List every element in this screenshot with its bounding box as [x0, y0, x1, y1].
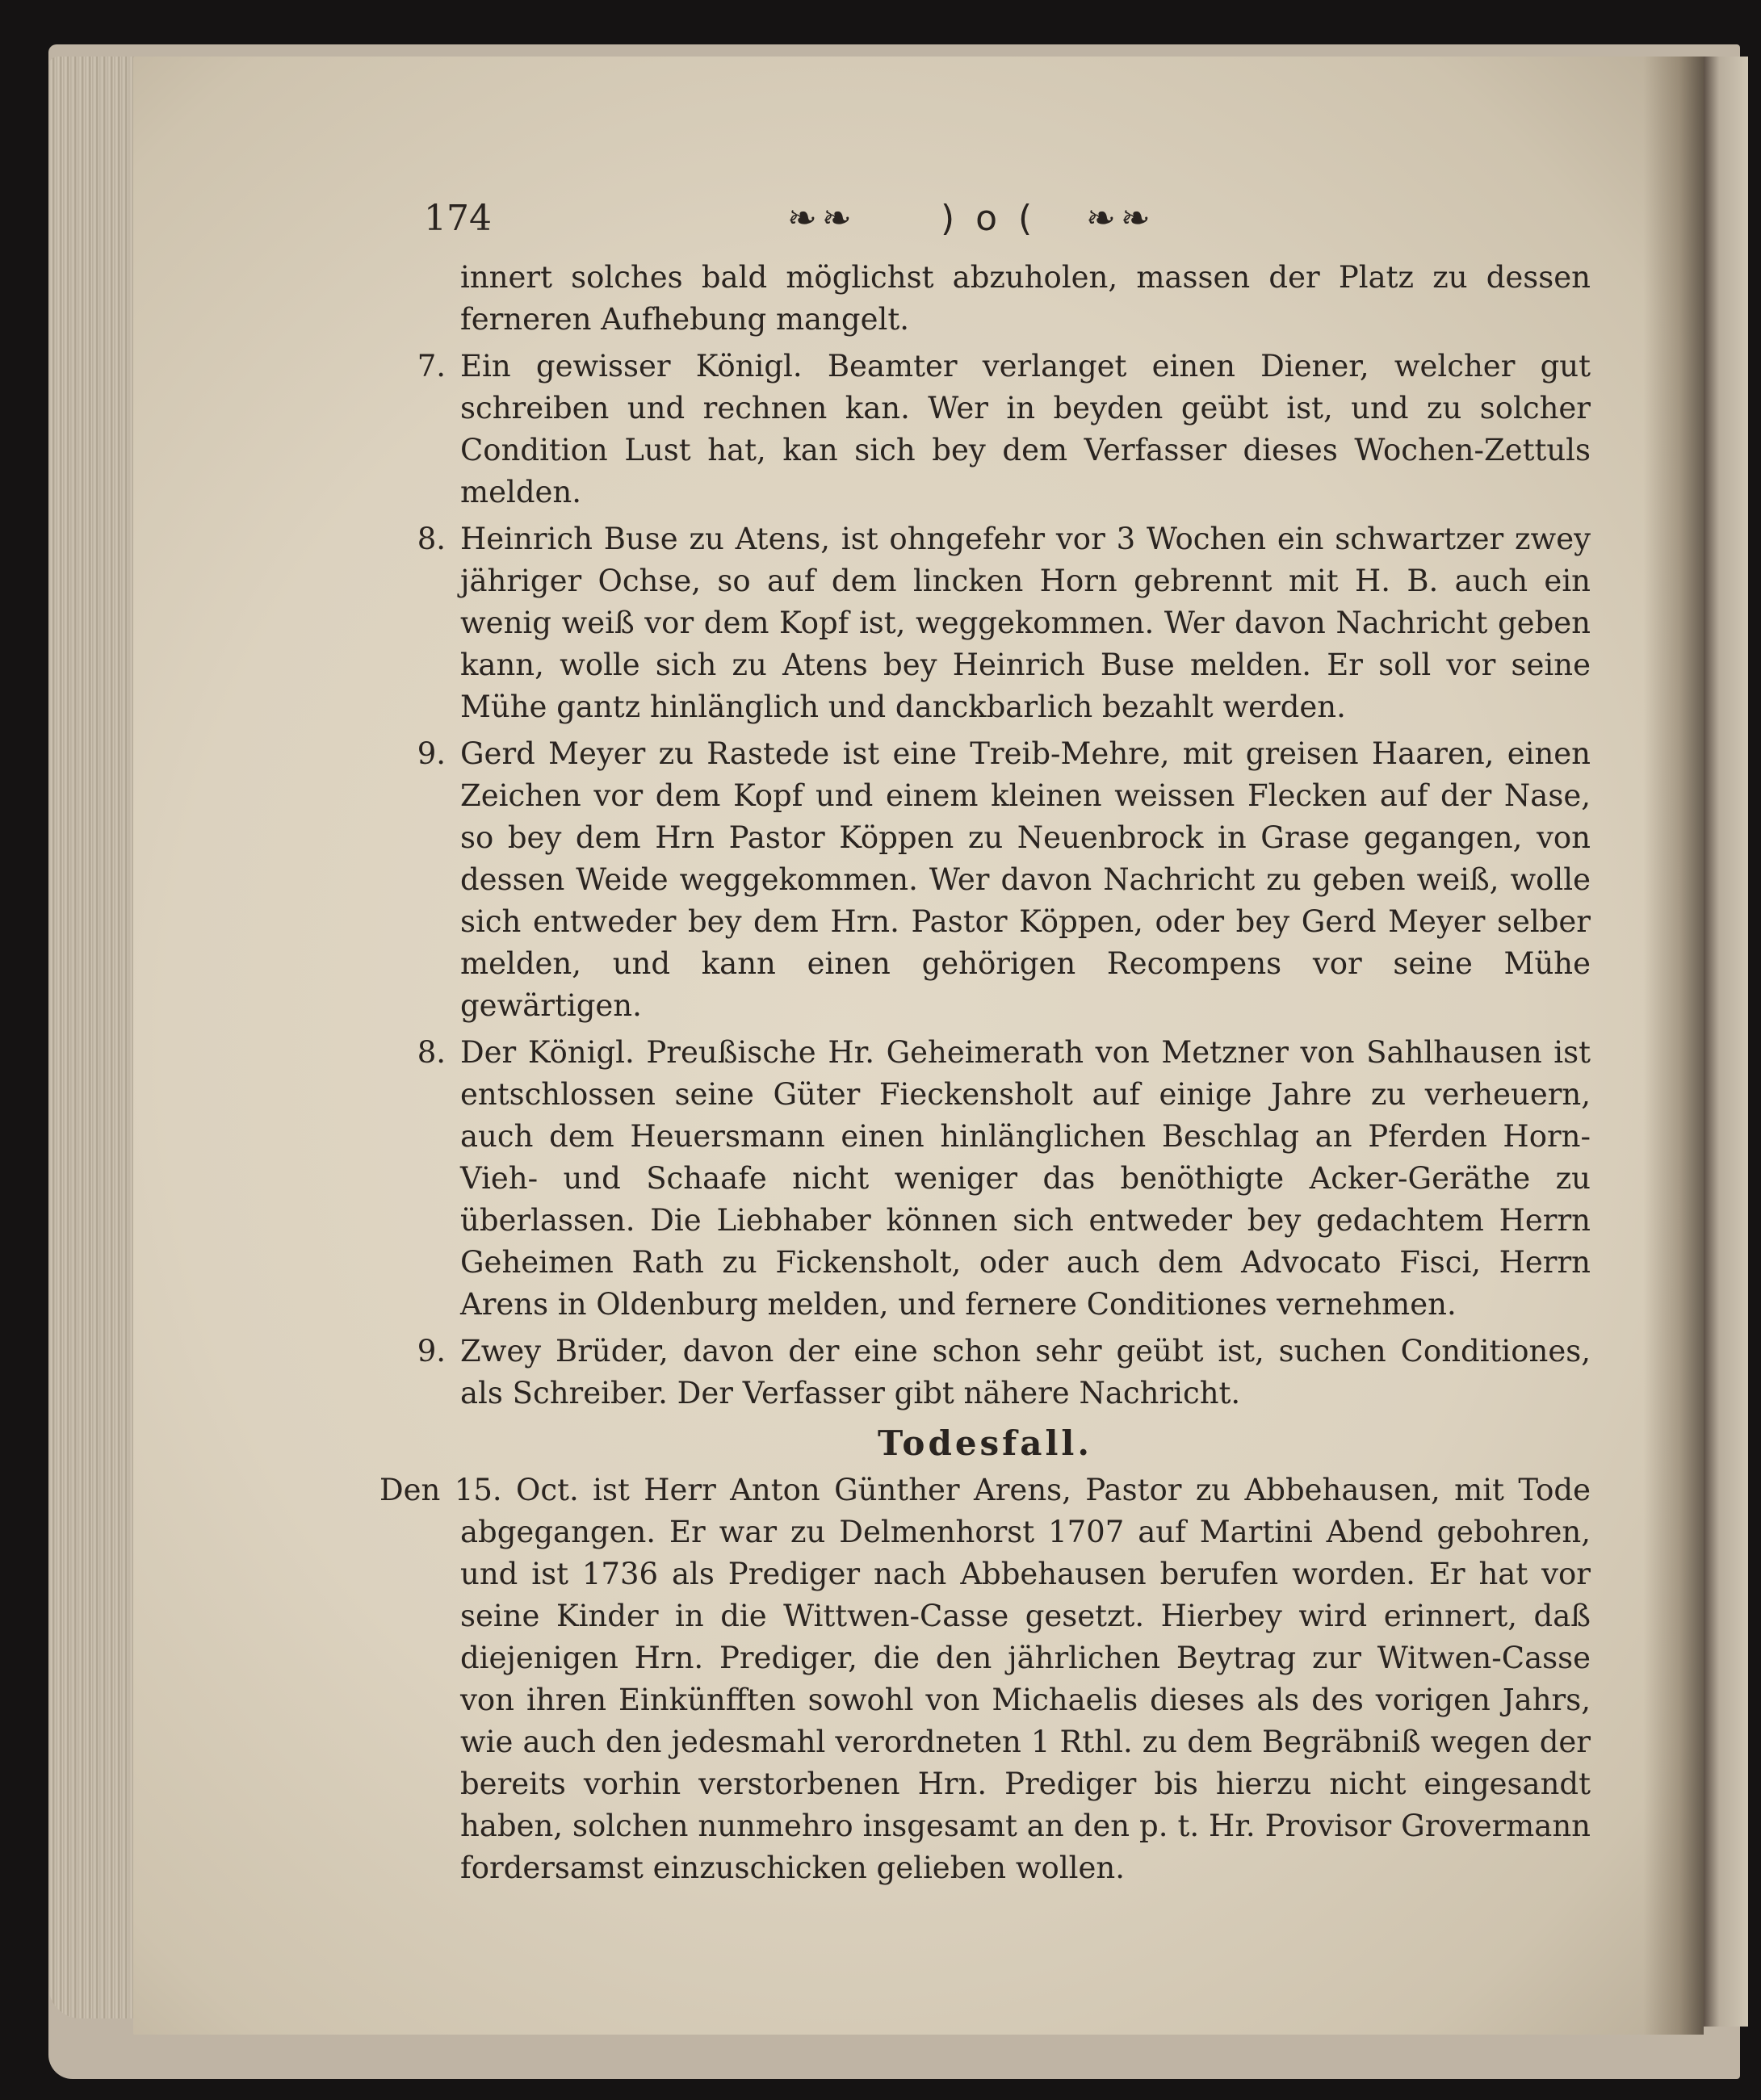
running-head-center: ) o (	[941, 198, 1038, 239]
notice-number: 8.	[417, 522, 446, 556]
page-number: 174	[424, 198, 492, 239]
notices	[379, 257, 1591, 1894]
notice-text: Heinrich Buse zu Atens, ist ohngefehr vor 3 Wochen ein schwartzer zwey jähriger Ochse, so auf dem lincken Horn gebrennt mit H. B. auch ein wenig weiß vor dem Kopf ist, weggekommen. Wer davon Nachricht geben kann, wolle sich zu Atens bey Heinrich Buse melden. Er soll vor seine Mühe gantz hinlänglich und danckbarlich bezahlt werden.	[460, 522, 1591, 724]
notice-number: 8.	[417, 1035, 446, 1070]
obituary-text: 15. Oct. ist Herr Anton Günther Arens, Pastor zu Abbehausen, mit Tode abgegangen. Er war zu Delmenhorst 1707 auf Martini Abend gebohren, und ist 1736 als Prediger nach Abbehausen berufen worden. Er hat vor seine Kinder in die Wittwen-Casse gesetzt. Hierbey wird erinnert, daß diejenigen Hrn. Prediger, die den jährlichen Beytrag zur Witwen-Casse von ihren Einkünfften sowohl von Michaelis dieses als des vorigen Jahrs, wie auch den jedesmahl verordneten 1 Rthl. zu dem Begräbniß wegen der bereits vorhin verstorbenen Hrn. Prediger bis hierzu nicht eingesandt haben, solchen nunmehro insgesamt an den p. t. Hr. Provisor Grovermann fordersamst einzuschicken gelieben wollen.	[454, 1473, 1591, 1885]
ornament-right-icon: ❧❧	[1086, 198, 1155, 239]
notice-continuation	[379, 257, 1591, 341]
notice-number: 9.	[417, 1334, 446, 1369]
obituary	[379, 1469, 1591, 1889]
notice-text: Gerd Meyer zu Rastede ist eine Treib-Mehre, mit greisen Haaren, einen Zeichen vor dem Kopf und einem kleinen weissen Flecken auf der Nase, so bey dem Hrn Pastor Köppen zu Neuenbrock in Grase gegangen, von dessen Weide weggekommen. Wer davon Nachricht zu geben weiß, wolle sich entweder bey dem Hrn. Pastor Köppen, oder bey Gerd Meyer selber melden, und kann einen gehörigen Recompens vor seine Mühe gewärtigen.	[460, 736, 1591, 1023]
section-title: Todesfall.	[878, 1423, 1092, 1463]
notice-item	[379, 1331, 1591, 1415]
obituary-lead: Den	[379, 1473, 441, 1507]
page-edges	[48, 57, 137, 2018]
notice-item	[379, 1032, 1591, 1326]
notice-item	[379, 733, 1591, 1027]
running-head	[424, 198, 1175, 246]
ornament-left-icon: ❧❧	[787, 198, 857, 239]
notice-item	[379, 518, 1591, 728]
gutter-shadow	[1643, 57, 1704, 2035]
notice-text: innert solches bald möglichst abzuholen, massen der Platz zu dessen ferneren Aufhebung mangelt.	[460, 260, 1591, 337]
notice-number: 7.	[417, 349, 446, 384]
notice-number: 9.	[417, 736, 446, 771]
notice-item	[379, 346, 1591, 513]
notice-text: Der Königl. Preußische Hr. Geheimerath von Metzner von Sahlhausen ist entschlossen seine Güter Fieckensholt auf einige Jahre zu verheuern, auch dem Heuersmann einen hinlänglichen Beschlag an Pferden Horn-Vieh- und Schaafe nicht weniger das benöthigte Acker-Geräthe zu überlassen. Die Liebhaber können sich entweder bey gedachtem Herrn Geheimen Rath zu Fickensholt, oder auch dem Advocato Fisci, Herrn Arens in Oldenburg melden, und fernere Conditiones vernehmen.	[460, 1035, 1591, 1322]
notice-text: Ein gewisser Königl. Beamter verlanget einen Diener, welcher gut schreiben und rechnen kan. Wer in beyden geübt ist, und zu solcher Condition Lust hat, kan sich bey dem Verfasser dieses Wochen-Zettuls melden.	[460, 349, 1591, 509]
notice-text: Zwey Brüder, davon der eine schon sehr geübt ist, suchen Conditiones, als Schreiber. Der Verfasser gibt nähere Nachricht.	[460, 1334, 1591, 1410]
facing-page-edge	[1704, 57, 1748, 2027]
